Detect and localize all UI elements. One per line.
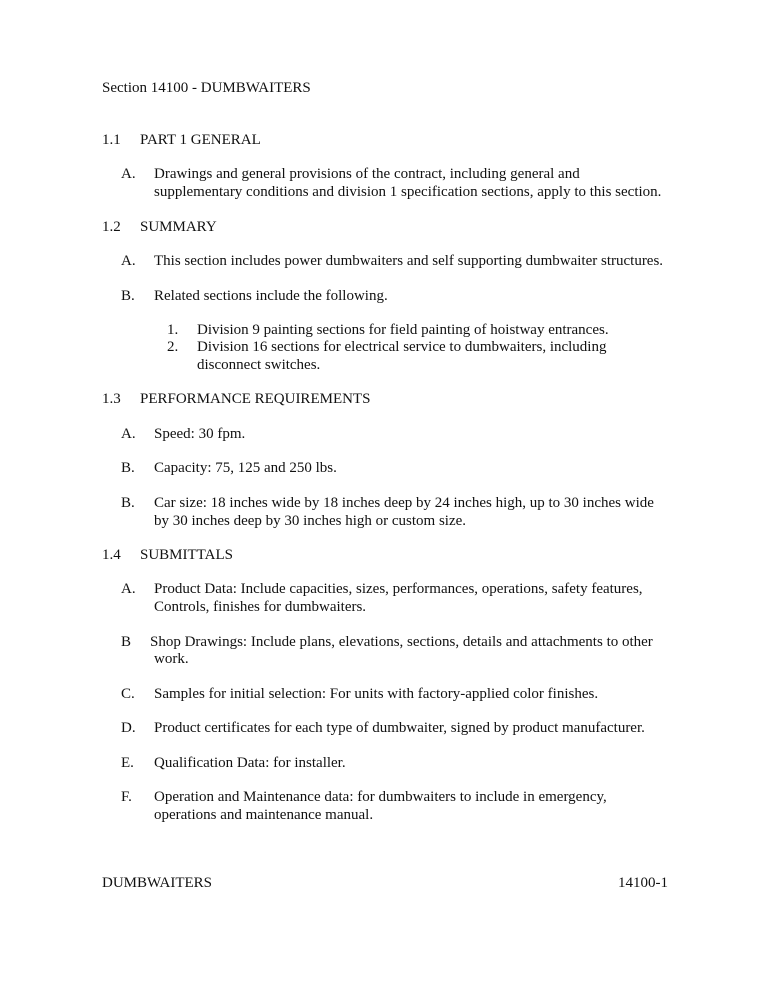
- subitem-text: Division 16 sections for electrical service to dumbwaiters, including: [197, 339, 607, 355]
- item-label: A.: [121, 426, 136, 442]
- section-number: 1.1: [102, 132, 121, 148]
- item-label: A.: [121, 166, 136, 182]
- item-label: B.: [121, 495, 135, 511]
- item-label: A.: [121, 253, 136, 269]
- item-text: Related sections include the following.: [154, 288, 388, 304]
- item-text: supplementary conditions and division 1 specification sections, apply to this section.: [154, 184, 662, 200]
- subitem-text: disconnect switches.: [197, 357, 321, 373]
- item-text: Product Data: Include capacities, sizes, performances, operations, safety features,: [154, 581, 643, 597]
- section-number: 1.2: [102, 219, 121, 235]
- item-text: operations and maintenance manual.: [154, 807, 374, 823]
- item-text: Qualification Data: for installer.: [154, 755, 346, 771]
- section-number: 1.4: [102, 547, 121, 563]
- section-heading: SUMMARY: [140, 219, 217, 235]
- item-text: Car size: 18 inches wide by 18 inches deep by 24 inches high, up to 30 inches wide: [154, 495, 654, 511]
- page-number: 14100-1: [618, 875, 668, 891]
- item-label: F.: [121, 789, 132, 805]
- item-text: work.: [154, 651, 189, 667]
- item-text: Samples for initial selection: For units with factory-applied color finishes.: [154, 686, 599, 702]
- item-label: B.: [121, 288, 135, 304]
- item-label: B.: [121, 460, 135, 476]
- item-text: This section includes power dumbwaiters and self supporting dumbwaiter structures.: [154, 253, 664, 269]
- section-heading: PART 1 GENERAL: [140, 132, 261, 148]
- item-text: Drawings and general provisions of the contract, including general and: [154, 166, 580, 182]
- item-text: Product certificates for each type of dumbwaiter, signed by product manufacturer.: [154, 720, 645, 736]
- subitem-label: 2.: [167, 339, 179, 355]
- item-label: B: [121, 634, 132, 650]
- section-heading: SUBMITTALS: [140, 547, 233, 563]
- footer-title: DUMBWAITERS: [102, 875, 213, 891]
- subitem-label: 1.: [167, 322, 179, 338]
- item-text: by 30 inches deep by 30 inches high or custom size.: [154, 513, 467, 529]
- item-text: Capacity: 75, 125 and 250 lbs.: [154, 460, 337, 476]
- item-label: E.: [121, 755, 134, 771]
- section-heading: PERFORMANCE REQUIREMENTS: [140, 391, 371, 407]
- item-text: Speed: 30 fpm.: [154, 426, 246, 442]
- item-text: Operation and Maintenance data: for dumbwaiters to include in emergency,: [154, 789, 607, 805]
- item-label: D.: [121, 720, 136, 736]
- item-label: A.: [121, 581, 136, 597]
- item-text: Shop Drawings: Include plans, elevations, sections, details and attachments to other: [150, 634, 653, 650]
- subitem-text: Division 9 painting sections for field painting of hoistway entrances.: [197, 322, 609, 338]
- section-number: 1.3: [102, 391, 121, 407]
- item-label: C.: [121, 686, 135, 702]
- item-text: Controls, finishes for dumbwaiters.: [154, 599, 367, 615]
- section-title: Section 14100 - DUMBWAITERS: [102, 80, 311, 96]
